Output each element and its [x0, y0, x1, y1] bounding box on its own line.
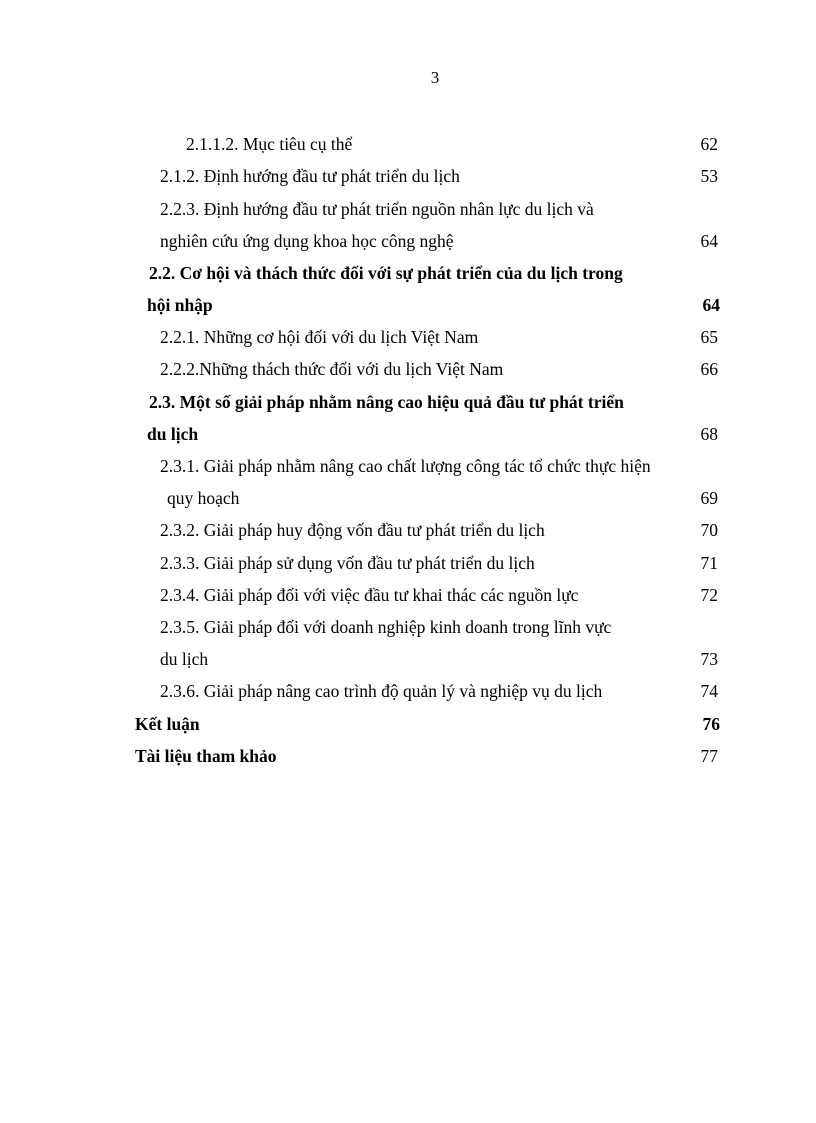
toc-entry-title: hội nhập: [147, 295, 213, 315]
toc-entry-page: 66: [700, 359, 718, 379]
toc-entry-page: 73: [700, 649, 718, 669]
toc-entry-2-3-1-cont: [0, 482, 816, 514]
toc-entry-2-3-cont: [0, 418, 816, 450]
page-number: 3: [430, 68, 440, 87]
toc-entry-2-3-5: [0, 611, 816, 643]
toc-entry-page: 72: [700, 585, 718, 605]
toc-entry-title: 2.1.1.2. Mục tiêu cụ thể: [186, 134, 353, 154]
toc-entry-2-2-3: [0, 193, 816, 225]
toc-entry-title: 2.3.1. Giải pháp nhằm nâng cao chất lượng công tác tổ chức thực hiện: [160, 456, 651, 476]
toc-entry-2-3-3: [0, 547, 816, 579]
toc-entry-title: du lịch: [147, 424, 199, 444]
toc-entry-2-3-5-cont: [0, 643, 816, 675]
toc-entry-title: 2.2. Cơ hội và thách thức đối với sự phát triển của du lịch trong: [149, 263, 623, 283]
toc-entry-page: 77: [700, 746, 718, 766]
toc-entry-page: 71: [700, 553, 718, 573]
toc-entry-title: Tài liệu tham khảo: [135, 746, 277, 766]
toc-entry-2-3: [0, 386, 816, 418]
toc-entry-title: 2.3.4. Giải pháp đối với việc đầu tư khai thác các nguồn lực: [160, 585, 579, 605]
toc-entry-title: nghiên cứu ứng dụng khoa học công nghệ: [160, 231, 454, 251]
toc-entry-2-2-2: [0, 353, 816, 385]
toc-entry-page: 64: [700, 231, 718, 251]
toc-entry-title: 2.3.3. Giải pháp sử dụng vốn đầu tư phát triển du lịch: [160, 553, 535, 573]
toc-entry-page: 68: [700, 424, 718, 444]
toc-entry-page: 65: [700, 327, 718, 347]
toc-entry-title: 2.1.2. Định hướng đầu tư phát triển du lịch: [160, 166, 460, 186]
toc-entry-title: 2.2.2.Những thách thức đối với du lịch Việt Nam: [160, 359, 504, 379]
toc-entry-title: 2.3. Một số giải pháp nhằm nâng cao hiệu quả đầu tư phát triển: [149, 392, 624, 412]
toc-entry-page: 76: [702, 714, 720, 734]
toc-entry-page: 53: [700, 166, 718, 186]
toc-entry-2-2-3-cont: [0, 225, 816, 257]
toc-entry-page: 69: [700, 488, 718, 508]
toc-entry-2-3-4: [0, 579, 816, 611]
toc-entry-title: quy hoạch: [167, 488, 240, 508]
toc-entry-2-2-cont: [0, 289, 816, 321]
toc-entry-page: 70: [700, 520, 718, 540]
toc-entry-2-1-2: [0, 160, 816, 192]
toc-entry-title: 2.3.6. Giải pháp nâng cao trình độ quản lý và nghiệp vụ du lịch: [160, 681, 603, 701]
toc-entry-2-3-2: [0, 514, 816, 546]
toc-entry-title: 2.3.5. Giải pháp đối với doanh nghiệp kinh doanh trong lĩnh vực: [160, 617, 612, 637]
toc-entry-page: 64: [702, 295, 720, 315]
toc-entry-page: 62: [700, 134, 718, 154]
toc-entry-title: 2.3.2. Giải pháp huy động vốn đầu tư phát triển du lịch: [160, 520, 545, 540]
toc-entry-title: 2.2.1. Những cơ hội đối với du lịch Việt Nam: [160, 327, 479, 347]
toc-entry-title: du lịch: [160, 649, 209, 669]
toc-entry-2-3-1: [0, 450, 816, 482]
toc-entry-2-2: [0, 257, 816, 289]
toc-entry-title: Kết luận: [135, 714, 200, 734]
toc-entry-title: 2.2.3. Định hướng đầu tư phát triển nguồn nhân lực du lịch và: [160, 199, 594, 219]
toc-entry-2-1-1-2: [0, 128, 816, 160]
toc-entry-page: 74: [700, 681, 718, 701]
toc-entry-references: [0, 740, 816, 772]
toc-entry-2-3-6: [0, 675, 816, 707]
toc-entry-2-2-1: [0, 321, 816, 353]
toc-entry-conclusion: [0, 708, 816, 740]
